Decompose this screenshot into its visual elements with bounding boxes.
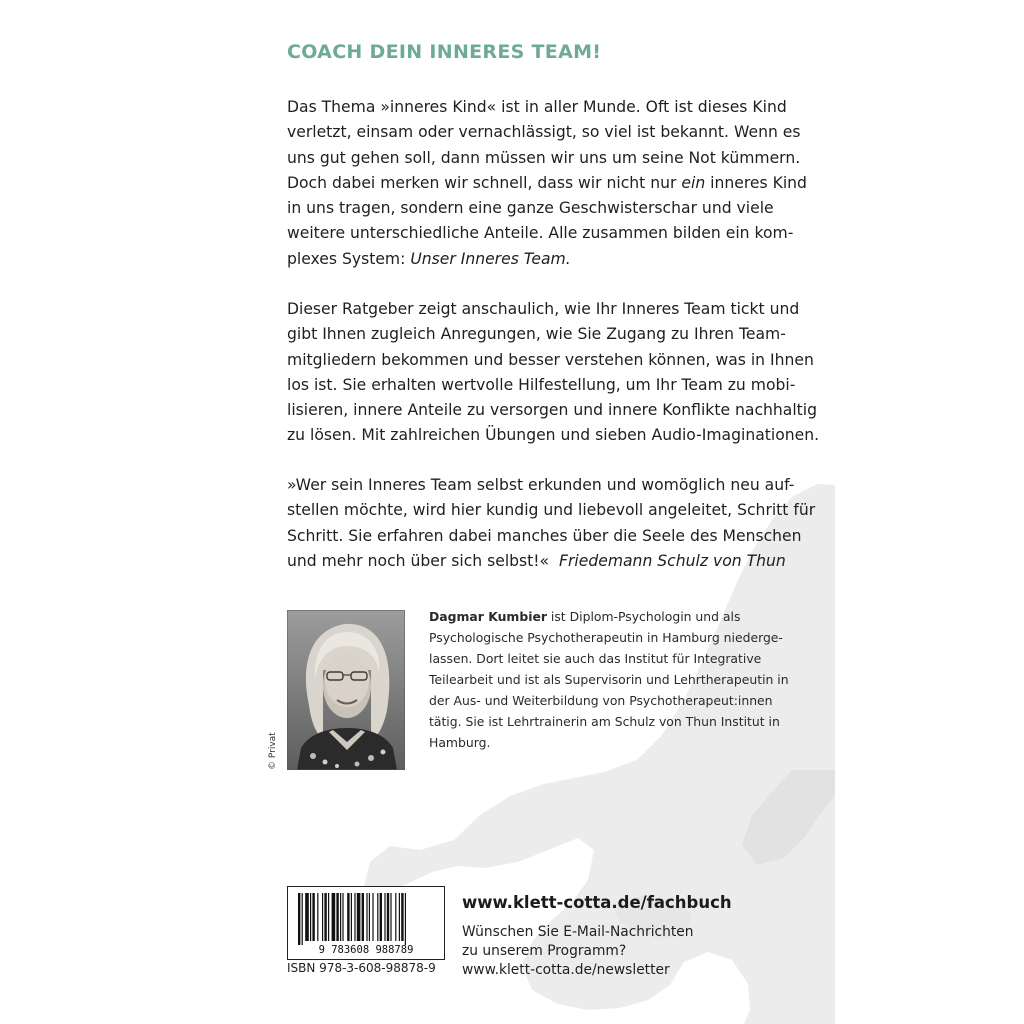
quote-line: stellen möchte, wird hier kundig und liebevoll angeleitet, Schritt für — [287, 501, 816, 520]
barcode-bar — [332, 893, 336, 941]
blurb-line — [287, 171, 807, 196]
barcode-bar — [347, 893, 349, 941]
author-name: Dagmar Kumbier — [429, 609, 547, 624]
barcode-bar — [405, 893, 406, 945]
barcode-bar — [362, 893, 364, 941]
barcode-number: 9 783608 988789 — [318, 944, 414, 956]
barcode-bar — [310, 893, 311, 941]
quote-text: und mehr noch über sich selbst!« — [287, 551, 550, 570]
barcode-bar — [390, 893, 391, 941]
barcode-bar — [340, 893, 341, 941]
blurb-line: weitere unterschiedliche Anteile. Alle zusammen bilden ein kom- — [287, 224, 794, 243]
blurb-line: Das Thema »inneres Kind« ist in aller Munde. Oft ist dieses Kind — [287, 98, 787, 116]
barcode-bar — [328, 893, 329, 941]
blurb-line: verletzt, einsam oder vernachlässigt, so viel ist bekannt. Wenn es — [287, 123, 801, 142]
newsletter-link[interactable]: www.klett-cotta.de/newsletter — [462, 962, 670, 978]
blurb-emphasis: ein — [681, 173, 706, 192]
blurb-paragraph-2 — [287, 297, 820, 449]
author-bio — [429, 606, 789, 753]
barcode — [287, 886, 445, 960]
barcode-bar — [298, 893, 300, 945]
barcode-bar — [302, 893, 303, 945]
quote-line: »Wer sein Inneres Team selbst erkunden und womöglich neu auf- — [287, 476, 795, 494]
blurb-paragraph-1 — [287, 95, 807, 272]
barcode-bar — [384, 893, 385, 941]
isbn-label: ISBN 978-3-608-98878-9 — [287, 961, 436, 975]
bio-text: ist Diplom-Psychologin und als — [546, 609, 741, 624]
quote-author: Friedemann Schulz von Thun — [559, 551, 786, 570]
blurb-text: inneres Kind — [705, 173, 807, 192]
barcode-bar — [336, 893, 338, 941]
quote-line: Schritt. Sie erfahren dabei manches über die Seele des Menschen — [287, 526, 802, 545]
barcode-bar — [342, 893, 343, 941]
barcode-bars — [288, 887, 444, 959]
newsletter-text: Wünschen Sie E-Mail-Nachrichten — [462, 924, 694, 940]
barcode-bar — [351, 893, 352, 941]
bio-line: tätig. Sie ist Lehrtrainerin am Schulz von Thun Institut in — [429, 714, 780, 729]
barcode-bar — [357, 893, 361, 941]
barcode-bar — [366, 893, 367, 941]
blurb-text: plexes System: — [287, 249, 411, 268]
author-photo — [287, 610, 405, 770]
book-back-cover — [232, 0, 835, 1024]
barcode-bar — [369, 893, 370, 941]
barcode-bar — [387, 893, 389, 941]
blurb-line: lisieren, innere Anteile zu versorgen und innere Konflikte nachhaltig — [287, 401, 818, 420]
blurb-line: uns gut gehen soll, dann müssen wir uns um seine Not kümmern. — [287, 148, 801, 167]
blurb-line: gibt Ihnen zugleich Anregungen, wie Sie Zugang zu Ihren Team- — [287, 325, 786, 344]
barcode-bar — [395, 893, 396, 941]
blurb-line: in uns tragen, sondern eine ganze Geschwisterschar und viele — [287, 199, 774, 218]
website-link[interactable]: www.klett-cotta.de/fachbuch — [462, 893, 732, 912]
barcode-bar — [401, 893, 403, 941]
barcode-bar — [324, 893, 326, 941]
cover-headline: COACH DEIN INNERES TEAM! — [287, 41, 602, 63]
blurb-line: mitgliedern bekommen und besser verstehen können, was in Ihnen — [287, 350, 814, 369]
photo-credit: © Privat — [268, 732, 278, 770]
cover-content — [232, 0, 835, 1024]
bio-line: lassen. Dort leitet sie auch das Institut für Integrative — [429, 651, 762, 666]
barcode-bar — [372, 893, 373, 941]
quote-line — [287, 549, 807, 574]
bio-line — [429, 606, 789, 627]
barcode-bar — [312, 893, 314, 941]
bio-line: Psychologische Psychotherapeutin in Hamburg niederge- — [429, 630, 783, 645]
bio-line: der Aus- und Weiterbildung von Psychotherapeut:innen — [429, 693, 773, 708]
barcode-bar — [322, 893, 323, 941]
barcode-bar — [354, 893, 355, 941]
barcode-bar — [399, 893, 400, 941]
barcode-bar — [305, 893, 309, 941]
blurb-line: Dieser Ratgeber zeigt anschaulich, wie Ihr Inneres Team tickt und — [287, 300, 800, 318]
newsletter-text: zu unserem Programm? — [462, 943, 627, 959]
blurb-line: zu lösen. Mit zahlreichen Übungen und sieben Audio-Imaginationen. — [287, 426, 820, 445]
blurb-emphasis: Unser Inneres Team. — [410, 249, 571, 268]
testimonial-quote — [287, 473, 816, 574]
bio-line: Teilearbeit und ist als Supervisorin und Lehrtherapeutin in — [429, 672, 789, 687]
bio-line: Hamburg. — [429, 735, 491, 750]
blurb-line — [287, 247, 807, 272]
barcode-bar — [317, 893, 318, 941]
blurb-text: Doch dabei merken wir schnell, dass wir nicht nur — [287, 173, 682, 192]
barcode-bar — [377, 893, 378, 941]
barcode-bar — [380, 893, 382, 941]
blurb-line: los ist. Sie erhalten wertvolle Hilfestellung, um Ihr Team zu mobi- — [287, 375, 796, 394]
